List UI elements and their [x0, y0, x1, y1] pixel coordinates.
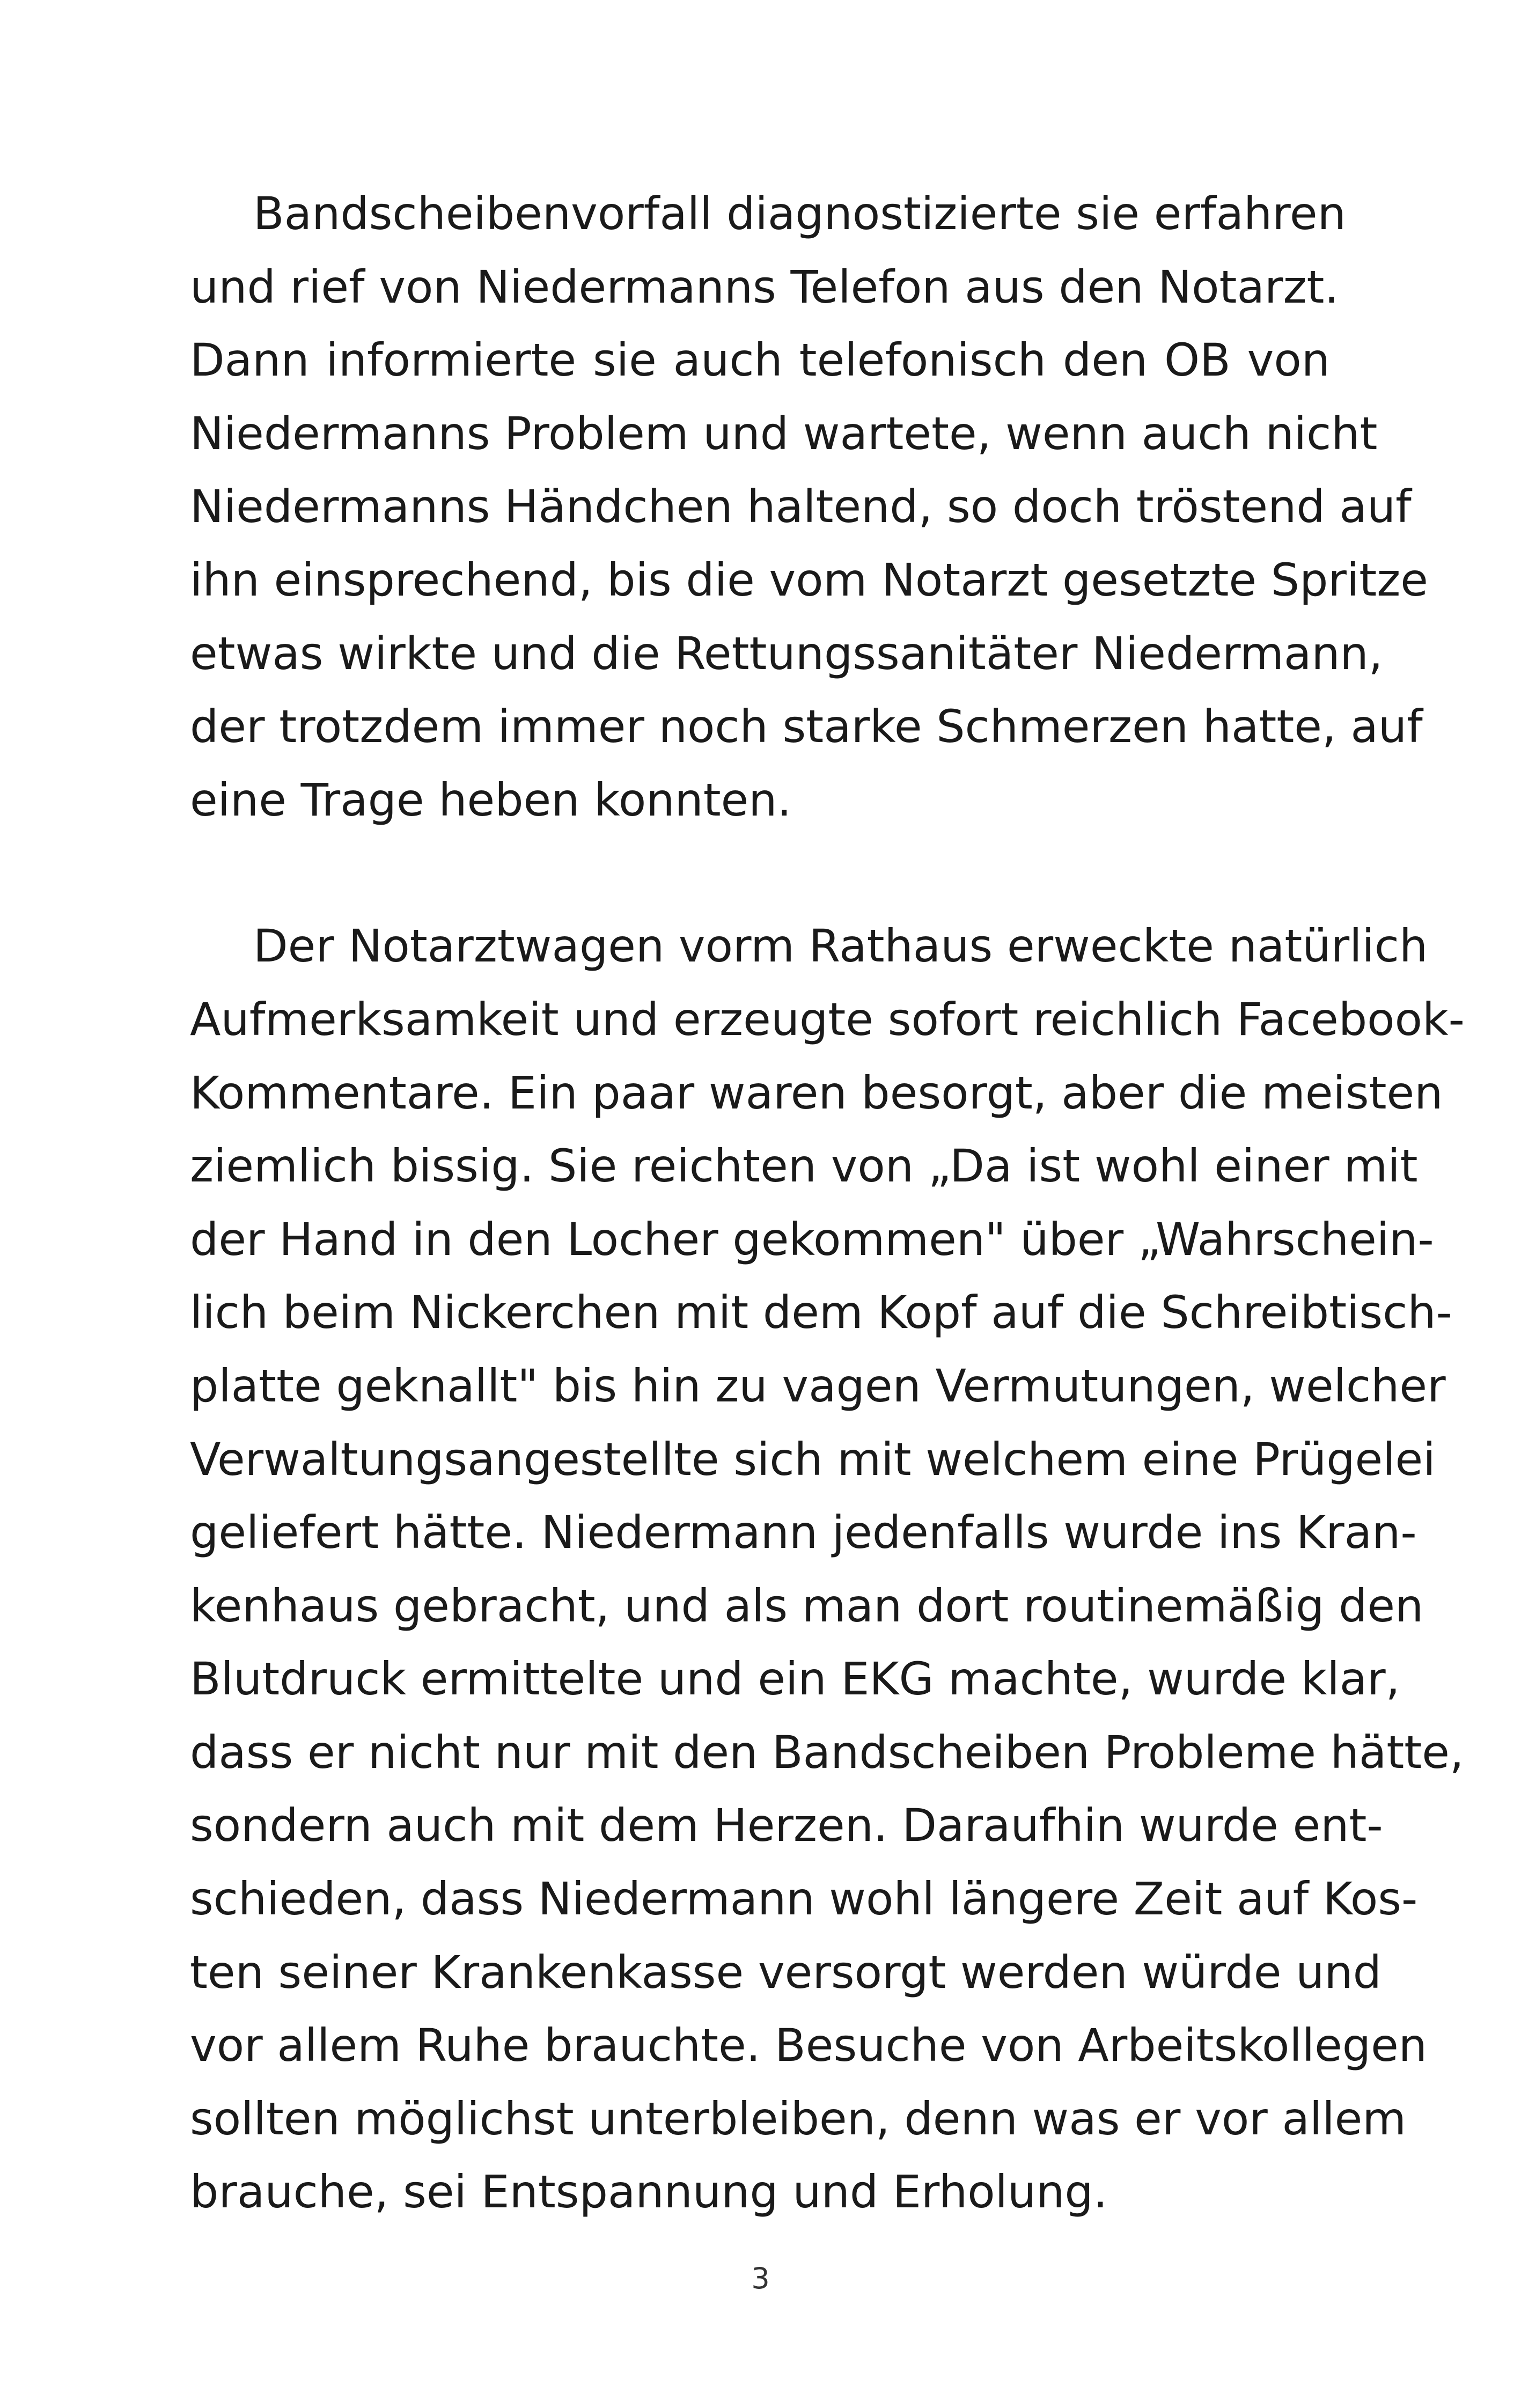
text-line: ten seiner Krankenkasse versorgt werden würde und	[190, 1946, 1382, 1999]
text-line: lich beim Nickerchen mit dem Kopf auf die Schreibtisch-	[190, 1286, 1452, 1339]
text-line: etwas wirkte und die Rettungssanitäter Niedermann,	[190, 627, 1383, 680]
text-line: der trotzdem immer noch starke Schmerzen hatte, auf	[190, 700, 1423, 753]
text-line: Aufmerksamkeit und erzeugte sofort reichlich Facebook-	[190, 993, 1465, 1046]
text-line: und rief von Niedermanns Telefon aus den Notarzt.	[190, 260, 1339, 313]
text-line: vor allem Ruhe brauchte. Besuche von Arbeitskollegen	[190, 2019, 1427, 2072]
text-line: eine Trage heben konnten.	[190, 773, 792, 826]
text-line: dass er nicht nur mit den Bandscheiben Probleme hätte,	[190, 1726, 1464, 1779]
text-line: Niedermanns Problem und wartete, wenn auch nicht	[190, 407, 1378, 460]
text-line: brauche, sei Entspannung und Erholung.	[190, 2165, 1108, 2219]
text-line: Blutdruck ermittelte und ein EKG machte, wurde klar,	[190, 1653, 1400, 1706]
text-line: Niedermanns Händchen haltend, so doch tröstend auf	[190, 480, 1412, 533]
text-line: ziemlich bissig. Sie reichten von „Da ist wohl einer mit	[190, 1140, 1418, 1193]
paragraph-spacing	[190, 836, 1330, 909]
page-number: 3	[751, 2262, 770, 2295]
text-line: platte geknallt" bis hin zu vagen Vermutungen, welcher	[190, 1359, 1446, 1412]
text-line: der Hand in den Locher gekommen" über „Wahrschein-	[190, 1213, 1434, 1266]
paragraph-2	[190, 909, 1465, 2229]
text-line: Kommentare. Ein paar waren besorgt, aber die meisten	[190, 1066, 1443, 1119]
text-line: Dann informierte sie auch telefonisch den OB von	[190, 334, 1330, 387]
text-line: sondern auch mit dem Herzen. Daraufhin wurde ent-	[190, 1799, 1383, 1852]
text-line: ihn einsprechend, bis die vom Notarzt gesetzte Spritze	[190, 553, 1428, 606]
text-line: Verwaltungsangestellte sich mit welchem eine Prügelei	[190, 1433, 1436, 1486]
text-line: sollten möglichst unterbleiben, denn was er vor allem	[190, 2092, 1407, 2145]
text-line: geliefert hätte. Niedermann jedenfalls wurde ins Kran-	[190, 1506, 1417, 1559]
body-text	[190, 177, 1465, 2229]
paragraph-1	[190, 177, 1428, 836]
text-line: schieden, dass Niedermann wohl längere Zeit auf Kos-	[190, 1873, 1418, 1926]
text-line: Der Notarztwagen vorm Rathaus erweckte natürlich	[253, 920, 1428, 973]
text-line: Bandscheibenvorfall diagnostizierte sie erfahren	[253, 187, 1346, 240]
text-line: kenhaus gebracht, und als man dort routinemäßig den	[190, 1579, 1424, 1632]
